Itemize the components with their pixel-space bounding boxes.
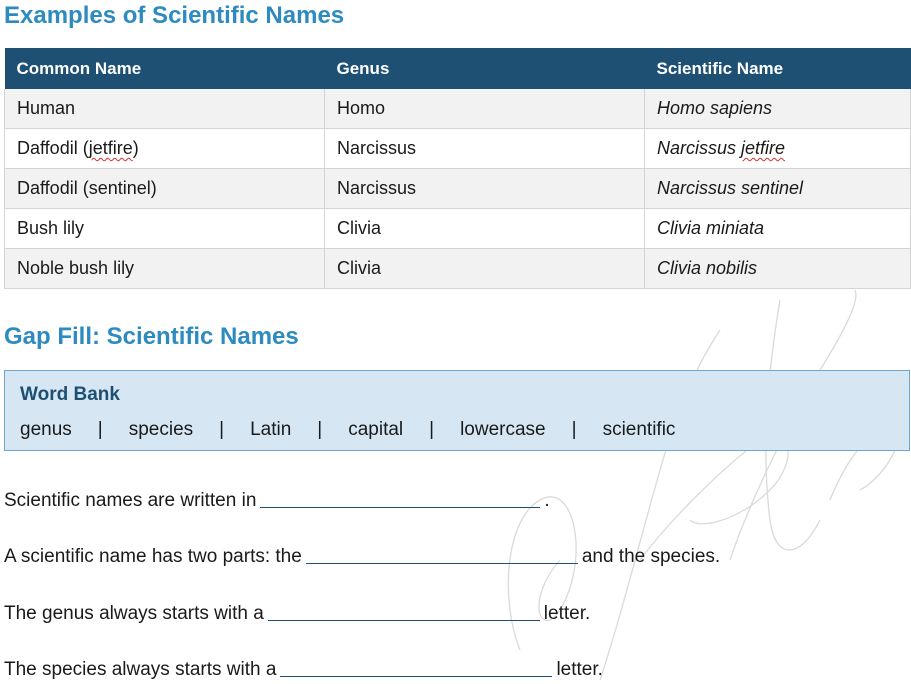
column-header-common-name: Common Name — [5, 48, 325, 89]
word-bank-word: species — [128, 419, 194, 440]
cell-common-name: Daffodil (sentinel) — [5, 169, 325, 209]
cell-scientific-name: Clivia nobilis — [645, 249, 911, 289]
scientific-names-table — [4, 48, 911, 289]
word-bank-word: genus — [20, 419, 72, 440]
answer-blank-2[interactable] — [306, 562, 578, 564]
table-row — [5, 209, 911, 249]
cell-scientific-name: Homo sapiens — [645, 89, 911, 129]
question-text: letter. — [556, 659, 603, 680]
word-bank-word: scientific — [602, 419, 676, 440]
word-separator: | — [97, 419, 103, 440]
table-header-row — [5, 48, 911, 89]
answer-blank-3[interactable] — [268, 619, 540, 621]
misspelled-word[interactable]: jetfire — [88, 138, 133, 158]
table-row — [5, 89, 911, 129]
question-text: A scientific name has two parts: the — [4, 546, 302, 567]
word-bank-box — [4, 370, 910, 451]
cell-genus: Homo — [325, 89, 645, 129]
column-header-genus: Genus — [325, 48, 645, 89]
gap-fill-question-1 — [4, 490, 550, 512]
gap-fill-question-3 — [4, 603, 590, 625]
word-separator: | — [219, 419, 225, 440]
question-text: letter. — [543, 603, 591, 624]
question-text: The genus always starts with a — [4, 603, 264, 624]
cell-genus: Narcissus — [325, 129, 645, 169]
text-segment: Narcissus — [657, 138, 742, 158]
question-text: The species always starts with a — [4, 659, 277, 680]
gap-fill-question-2 — [4, 546, 720, 568]
cell-common-name: Bush lily — [5, 209, 325, 249]
cell-scientific-name: Narcissus sentinel — [645, 169, 911, 209]
answer-blank-1[interactable] — [260, 506, 540, 508]
word-separator: | — [571, 419, 577, 440]
answer-blank-4[interactable] — [280, 675, 552, 677]
cell-scientific-name — [645, 129, 911, 169]
word-separator: | — [429, 419, 435, 440]
column-header-scientific-name: Scientific Name — [645, 48, 911, 89]
table-row — [5, 249, 911, 289]
question-text: . — [544, 490, 550, 511]
cell-common-name: Human — [5, 89, 325, 129]
word-bank-title: Word Bank — [20, 384, 120, 405]
section-title-examples: Examples of Scientific Names — [4, 2, 345, 29]
word-bank-word: Latin — [250, 419, 292, 440]
misspelled-word[interactable]: jetfire — [741, 138, 786, 158]
gap-fill-question-4 — [4, 659, 603, 681]
word-bank-word: lowercase — [460, 419, 546, 440]
question-text: and the species. — [581, 546, 721, 567]
word-separator: | — [317, 419, 323, 440]
question-text: Scientific names are written in — [4, 490, 257, 511]
cell-genus: Narcissus — [325, 169, 645, 209]
table-row — [5, 169, 911, 209]
cell-common-name — [5, 129, 325, 169]
table-row — [5, 129, 911, 169]
text-segment: ) — [132, 138, 139, 158]
cell-scientific-name: Clivia miniata — [645, 209, 911, 249]
cell-common-name: Noble bush lily — [5, 249, 325, 289]
text-segment: Daffodil ( — [17, 138, 89, 158]
cell-genus: Clivia — [325, 209, 645, 249]
word-bank-word: capital — [348, 419, 404, 440]
word-bank-list — [20, 419, 675, 441]
section-title-gap-fill: Gap Fill: Scientific Names — [4, 323, 299, 350]
cell-genus: Clivia — [325, 249, 645, 289]
